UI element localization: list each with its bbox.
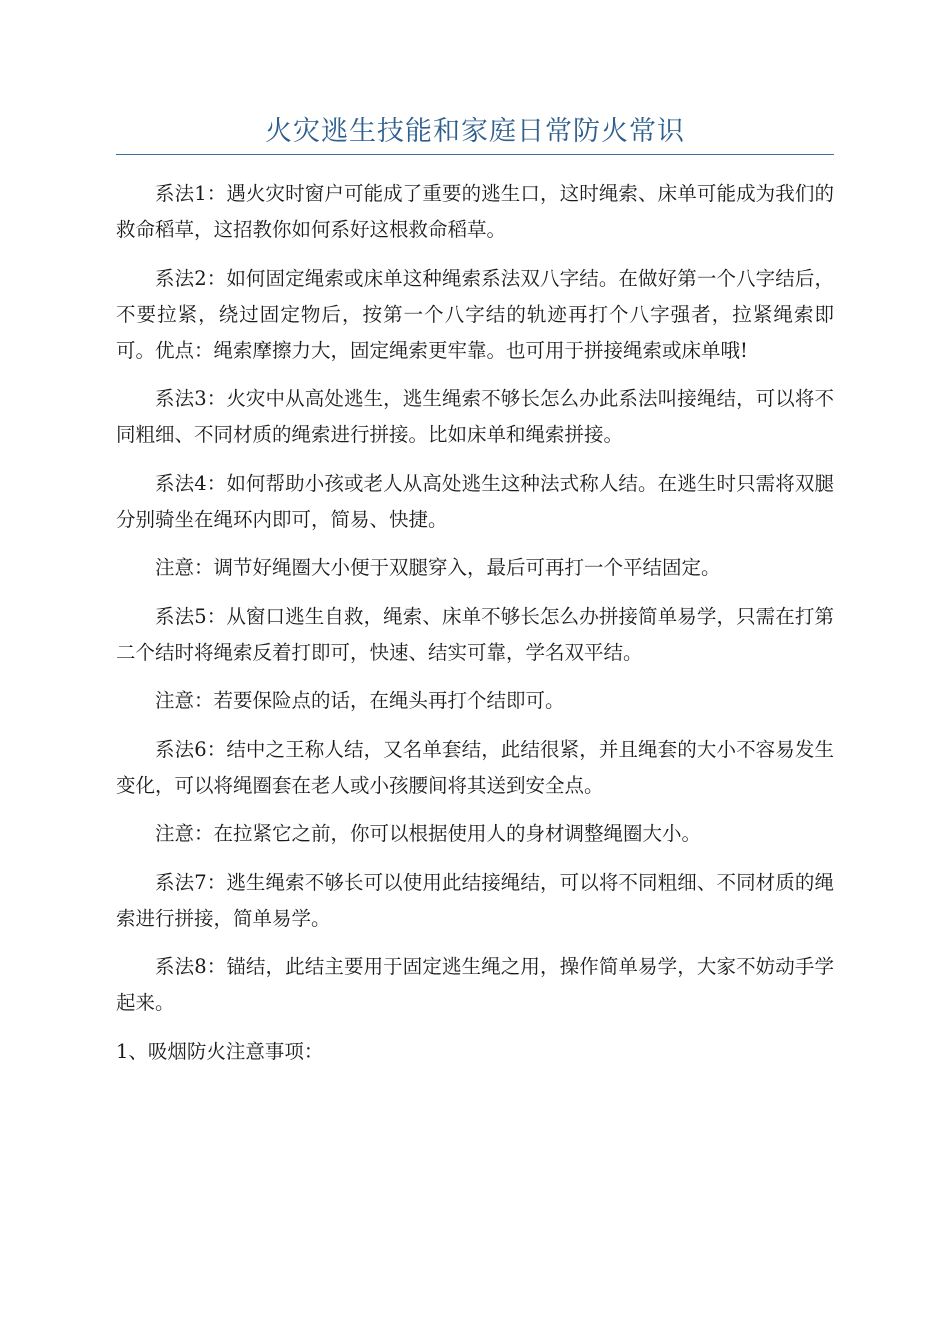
paragraph-note-4: 注意：调节好绳圈大小便于双腿穿入，最后可再打一个平结固定。 (155, 556, 721, 579)
paragraph-knot-5: 系法5：从窗口逃生自救，绳索、床单不够长怎么办拼接简单易学，只需在打第二个结时将绳索反着打即可，快速、结实可靠，学名双平结。 (116, 604, 834, 664)
paragraph-knot-3: 系法3：火灾中从高处逃生，逃生绳索不够长怎么办此系法叫接绳结，可以将不同粗细、不同材质的绳索进行拼接。比如床单和绳索拼接。 (116, 387, 834, 446)
paragraph-note-5: 注意：若要保险点的话，在绳头再打个结即可。 (155, 689, 565, 712)
document-title: 火灾逃生技能和家庭日常防火常识 (265, 116, 685, 147)
section-heading: 1、吸烟防火注意事项： (116, 1039, 324, 1063)
paragraph-note-6: 注意：在拉紧它之前，你可以根据使用人的身材调整绳圈大小。 (155, 822, 702, 845)
paragraph-knot-4: 系法4：如何帮助小孩或老人从高处逃生这种法式称人结。在逃生时只需将双腿分别骑坐在绳环内即可，简易、快捷。 (116, 471, 834, 531)
title-underline (116, 154, 834, 155)
paragraph-knot-6: 系法6：结中之王称人结，又名单套结，此结很紧，并且绳套的大小不容易发生变化，可以将绳圈套在老人或小孩腰间将其送到安全点。 (116, 737, 834, 797)
paragraph-knot-1: 系法1：遇火灾时窗户可能成了重要的逃生口，这时绳索、床单可能成为我们的救命稻草，这招教你如何系好这根救命稻草。 (116, 182, 834, 241)
paragraph-knot-7: 系法7：逃生绳索不够长可以使用此结接绳结，可以将不同粗细、不同材质的绳索进行拼接，简单易学。 (116, 870, 834, 930)
document-body (116, 176, 834, 1082)
paragraph-knot-8: 系法8：锚结，此结主要用于固定逃生绳之用，操作简单易学，大家不妨动手学起来。 (116, 955, 834, 1014)
paragraph-knot-2: 系法2：如何固定绳索或床单这种绳索系法双八字结。在做好第一个八字结后，不要拉紧，绕过固定物后，按第一个八字结的轨迹再打个八字强者，拉紧绳索即可。优点：绳索摩擦力大，固定绳索更牢靠。也可用于拼接绳索或床单哦! (116, 266, 834, 362)
